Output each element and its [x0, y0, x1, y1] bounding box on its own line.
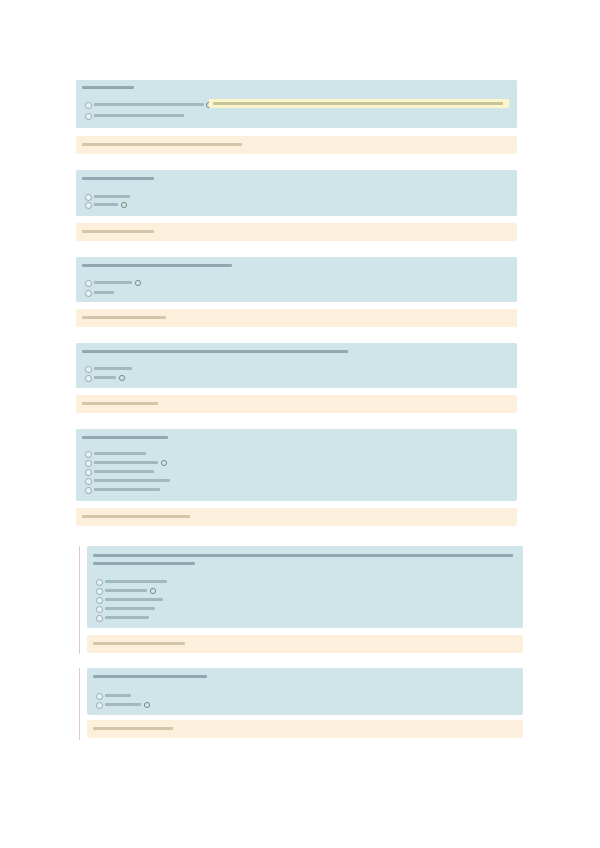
- check-circle-icon: [144, 702, 150, 708]
- question-1-feedback: [76, 136, 517, 154]
- radio-icon[interactable]: [85, 113, 92, 120]
- question-6-option-e[interactable]: [96, 614, 186, 621]
- radio-icon[interactable]: [96, 579, 103, 586]
- radio-icon[interactable]: [96, 606, 103, 613]
- question-1-stem: [82, 86, 134, 89]
- question-6-flag-line: [79, 546, 80, 654]
- question-6-option-c[interactable]: [96, 596, 186, 603]
- question-4-stem: [82, 350, 348, 353]
- question-6-option-b[interactable]: [96, 587, 186, 594]
- radio-icon[interactable]: [85, 478, 92, 485]
- radio-icon[interactable]: [85, 375, 92, 382]
- radio-icon[interactable]: [96, 615, 103, 622]
- question-5-stem: [82, 436, 168, 439]
- question-3-option-b[interactable]: [85, 289, 145, 296]
- radio-icon[interactable]: [85, 290, 92, 297]
- question-4: [76, 343, 517, 388]
- question-5-option-b[interactable]: [85, 459, 175, 466]
- question-6-option-d[interactable]: [96, 605, 186, 612]
- radio-icon[interactable]: [96, 702, 103, 709]
- radio-icon[interactable]: [85, 202, 92, 209]
- radio-icon[interactable]: [96, 588, 103, 595]
- check-circle-icon: [135, 280, 141, 286]
- question-7-flag-line: [79, 668, 80, 740]
- check-circle-icon: [161, 460, 167, 466]
- radio-icon[interactable]: [85, 194, 92, 201]
- question-5-option-a[interactable]: [85, 450, 175, 457]
- question-7-feedback: [87, 720, 523, 738]
- check-circle-icon: [121, 202, 127, 208]
- question-5-option-e[interactable]: [85, 486, 185, 493]
- question-2-stem: [82, 177, 154, 180]
- question-4-option-b[interactable]: [85, 374, 145, 381]
- question-7: [87, 668, 523, 715]
- question-1-hint: [209, 99, 509, 108]
- radio-icon[interactable]: [85, 460, 92, 467]
- check-circle-icon: [150, 588, 156, 594]
- question-6-stem-line-2: [93, 562, 195, 565]
- radio-icon[interactable]: [85, 487, 92, 494]
- question-5-option-d[interactable]: [85, 477, 185, 484]
- question-7-option-b[interactable]: [96, 701, 166, 708]
- check-circle-icon: [119, 375, 125, 381]
- radio-icon[interactable]: [85, 469, 92, 476]
- question-2-option-b[interactable]: [85, 201, 145, 208]
- radio-icon[interactable]: [85, 366, 92, 373]
- radio-icon[interactable]: [96, 597, 103, 604]
- question-1: [76, 80, 517, 128]
- question-6-stem-line-1: [93, 554, 513, 557]
- question-3: [76, 257, 517, 302]
- question-3-option-a[interactable]: [85, 279, 155, 286]
- question-6: [87, 546, 523, 628]
- question-7-stem: [93, 675, 207, 678]
- question-2-option-a[interactable]: [85, 193, 145, 200]
- radio-icon[interactable]: [96, 693, 103, 700]
- question-2: [76, 170, 517, 216]
- radio-icon[interactable]: [85, 102, 92, 109]
- question-6-option-a[interactable]: [96, 578, 186, 585]
- question-5-option-c[interactable]: [85, 468, 175, 475]
- question-1-option-a[interactable]: [85, 101, 205, 108]
- question-5-feedback: [76, 508, 517, 526]
- radio-icon[interactable]: [85, 451, 92, 458]
- question-6-feedback: [87, 635, 523, 653]
- question-4-option-a[interactable]: [85, 365, 155, 372]
- question-4-feedback: [76, 395, 517, 413]
- question-7-option-a[interactable]: [96, 692, 156, 699]
- question-2-feedback: [76, 223, 517, 241]
- question-3-stem: [82, 264, 232, 267]
- question-5: [76, 429, 517, 501]
- radio-icon[interactable]: [85, 280, 92, 287]
- question-1-option-b[interactable]: [85, 112, 185, 119]
- question-3-feedback: [76, 309, 517, 327]
